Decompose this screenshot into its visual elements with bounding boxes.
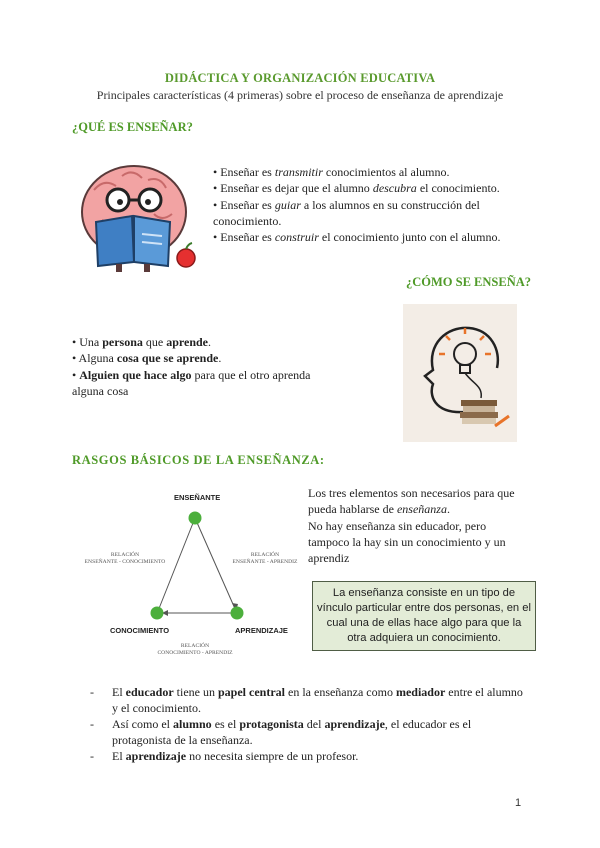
list-item: • Una persona que aprende. [72,335,211,349]
label-ensenante: ENSEÑANTE [174,493,221,502]
list-item: • Enseñar es dejar que el alumno descubra el conocimiento. [213,181,500,196]
que-es-ensenar-list [213,164,513,245]
relation-bottom: RELACIÓN CONOCIMIENTO - APRENDIZ [157,643,233,656]
list-item: • Enseñar es construir el conocimiento junto con el alumno. [213,230,501,245]
node-conocimiento [151,607,164,620]
section-heading-que-es-ensenar: ¿QUÉ ES ENSEÑAR? [72,120,193,134]
brain-reading-illustration [74,150,204,275]
node-aprendizaje [231,607,244,620]
page-number: 1 [515,797,522,809]
head-lightbulb-illustration [403,304,517,442]
list-item: • Alguien que hace algo para que el otro aprenda alguna cosa [72,367,311,398]
dash-list-item: - Así como el alumno es el protagonista del aprendizaje, el educador es el protagonista de la enseñanza. [90,717,472,748]
document-title: DIDÁCTICA Y ORGANIZACIÓN EDUCATIVA [164,71,436,85]
como-se-ensena-list [72,334,322,399]
label-aprendizaje: APRENDIZAJE [235,626,288,635]
list-item: • Enseñar es guiar a los alumnos en su construcción del conocimiento. [213,197,480,228]
label-conocimiento: CONOCIMIENTO [110,626,170,635]
rasgos-intro [308,485,530,566]
section-heading-como-se-ensena: ¿CÓMO SE ENSEÑA? [406,275,532,289]
relation-right: RELACIÓN ENSEÑANTE - APRENDIZ [232,552,298,565]
definition-callout: La enseñanza consiste en un tipo de vínculo particular entre dos personas, en el cual una de ellas hace algo para que la otra adquiera un conocimiento. [312,581,536,651]
document-subtitle: Principales características (4 primeras) sobre el proceso de enseñanza de aprendizaje [96,88,504,102]
relation-left: RELACIÓN ENSEÑANTE - CONOCIMIENTO [84,552,166,565]
dash-list-item: - El educador tiene un papel central en la enseñanza como mediador entre el alumno y el conocimiento. [90,685,523,716]
node-ensenante [189,512,202,525]
section-heading-rasgos-basicos: RASGOS BÁSICOS DE LA ENSEÑANZA: [72,453,325,467]
list-item: • Alguna cosa que se aprende. [72,351,222,366]
ensenanza-triangle-diagram [70,485,310,665]
intro-paragraph: Los tres elementos son necesarios para que pueda hablarse de enseñanza. [308,486,515,517]
list-item: • Enseñar es transmitir conocimientos al alumno. [213,165,450,179]
intro-paragraph-2: No hay enseñanza sin educador, pero tampoco la hay sin un conocimiento y un aprendiz [308,518,506,566]
dash-list-item: - El aprendizaje no necesita siempre de un profesor. [90,749,359,763]
